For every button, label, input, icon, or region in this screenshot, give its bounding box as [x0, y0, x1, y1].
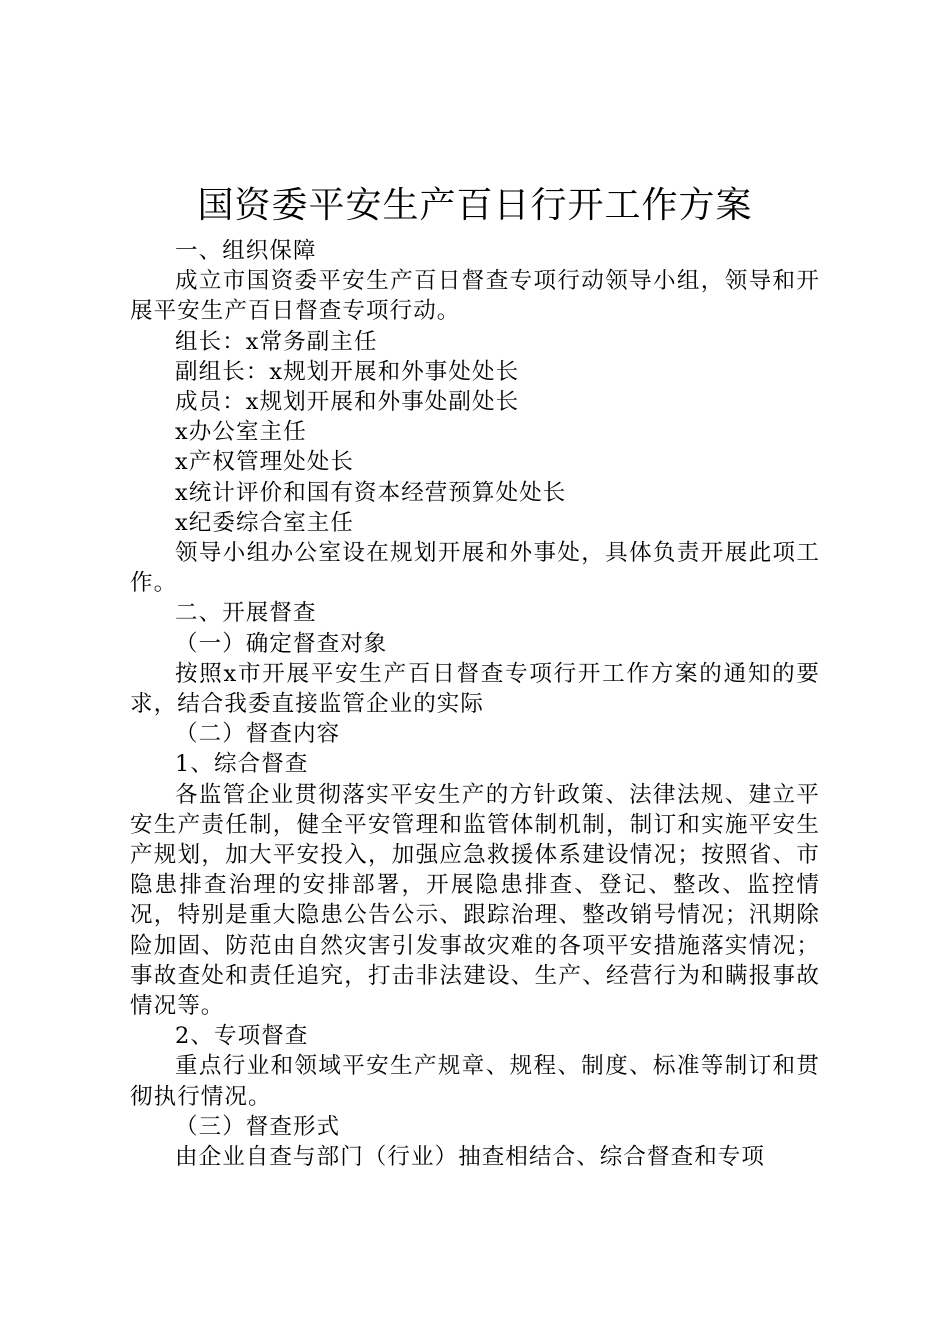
paragraph-office-location: 领导小组办公室设在规划开展和外事处，具体负责开展此项工作。	[130, 540, 820, 597]
item-heading-comprehensive: 1、综合督查	[175, 751, 309, 778]
member-line-deputy-leader: 副组长：x规划开展和外事处处长	[175, 358, 520, 385]
member-line-members: 成员：x规划开展和外事处副处长	[175, 389, 520, 416]
paragraph-leading-group: 成立市国资委平安生产百日督查专项行动领导小组，领导和开展平安生产百日督查专项行动。	[130, 268, 820, 325]
member-line-leader: 组长：x常务副主任	[175, 328, 378, 355]
paragraph-special: 重点行业和领域平安生产规章、规程、制度、标准等制订和贯彻执行情况。	[130, 1053, 820, 1110]
member-line-statistics: x统计评价和国有资本经营预算处处长	[175, 479, 567, 506]
member-line-property-rights: x产权管理处处长	[175, 449, 354, 476]
paragraph-inspection-form: 由企业自查与部门（行业）抽查相结合、综合督查和专项	[175, 1144, 766, 1171]
subheading-inspection-form: （三）督查形式	[175, 1113, 341, 1140]
section-heading-organization: 一、组织保障	[175, 238, 317, 264]
document-body	[130, 236, 820, 1172]
paragraph-comprehensive: 各监管企业贯彻落实平安生产的方针政策、法律法规、建立平安生产责任制，健全平安管理和监管体制机制，制订和实施平安生产规划，加大平安投入，加强应急救援体系建设情况；按照省、市隐患排查治理的安排部署，开展隐患排查、登记、整改、监控情况，特别是重大隐患公告公示、跟踪治理、整改销号情况；汛期除险加固、防范由自然灾害引发事故灾难的各项平安措施落实情况；事故查处和责任追究，打击非法建设、生产、经营行为和瞒报事故情况等。	[130, 781, 820, 1020]
document-title: 国资委平安生产百日行开工作方案	[197, 185, 753, 226]
item-heading-special: 2、专项督查	[175, 1023, 309, 1050]
subheading-inspection-targets: （一）确定督查对象	[175, 630, 388, 657]
section-heading-inspection: 二、开展督查	[175, 600, 317, 627]
member-line-office-director: x办公室主任	[175, 419, 307, 446]
subheading-inspection-content: （二）督查内容	[175, 721, 341, 748]
member-line-discipline: x纪委综合室主任	[175, 509, 354, 536]
paragraph-inspection-targets: 按照x市开展平安生产百日督查专项行开工作方案的通知的要求，结合我委直接监管企业的实际	[130, 660, 820, 718]
